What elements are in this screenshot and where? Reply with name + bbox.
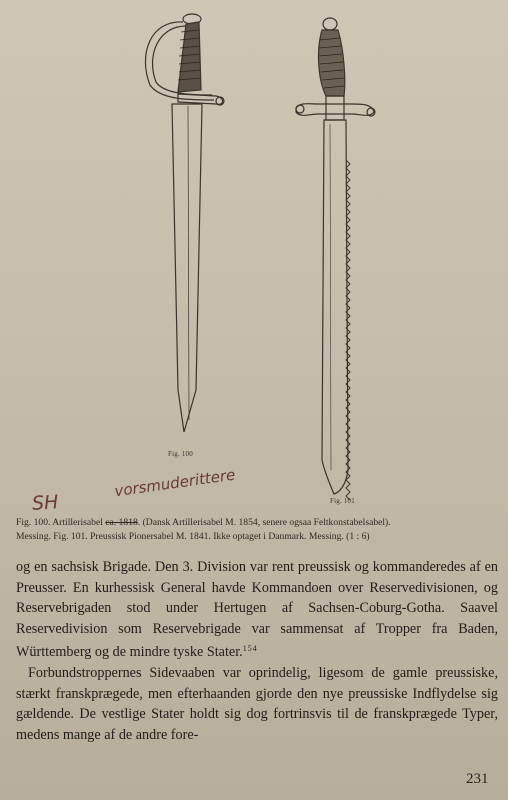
caption-line-2: Messing. Fig. 101. Preussisk Pionersabel M. 1841. Ikke optaget i Danmark. Messing. (1 : 6) xyxy=(16,531,370,542)
body-text xyxy=(16,557,498,745)
fig101-sabre-drawing xyxy=(296,18,375,500)
caption-part-2: . (Dansk Artillerisabel M. 1854, senere ogsaa Feltkonstabelsabel). xyxy=(137,517,391,528)
page-number: 231 xyxy=(466,771,489,787)
handwritten-note-word: vorsmuderittere xyxy=(113,465,237,501)
caption-part-1: Fig. 100. Artillerisabel xyxy=(16,517,106,528)
fig101-label: Fig. 101 xyxy=(330,497,355,505)
footnote-marker: 154 xyxy=(242,644,258,654)
figure-caption xyxy=(16,516,496,544)
paragraph-2 xyxy=(16,663,498,745)
fig100-label: Fig. 100 xyxy=(168,450,193,458)
caption-struck-text: ca. 1818 xyxy=(105,517,138,528)
handwritten-note-initials: SH xyxy=(31,491,60,515)
paragraph-1-text: og en sachsisk Brigade. Den 3. Division var rent preussisk og kommanderedes af en Preusser. En kurhessisk General havde Kommandoen over Reservedivisionen, og Reservebrigaden stod under Hertugen af Sachsen-Coburg-Gotha. Saavel Reservedivision som Reservebrigade var sammensat af Tropper fra Baden, Württemberg og de mindre tyske Stater. xyxy=(16,559,498,661)
paragraph-2-text: Forbundstroppernes Sidevaaben var oprindelig, ligesom de gamle preussiske, stærkt franskprægede, men efterhaanden gjorde den nye preussiske Indflydelse sig gældende. De vestlige Stater holdt sig dog fortrinsvis til de franskprægede Typer, medens mange af de andre fore- xyxy=(16,664,498,743)
paragraph-1 xyxy=(16,557,498,663)
fig100-sabre-drawing xyxy=(145,14,224,432)
